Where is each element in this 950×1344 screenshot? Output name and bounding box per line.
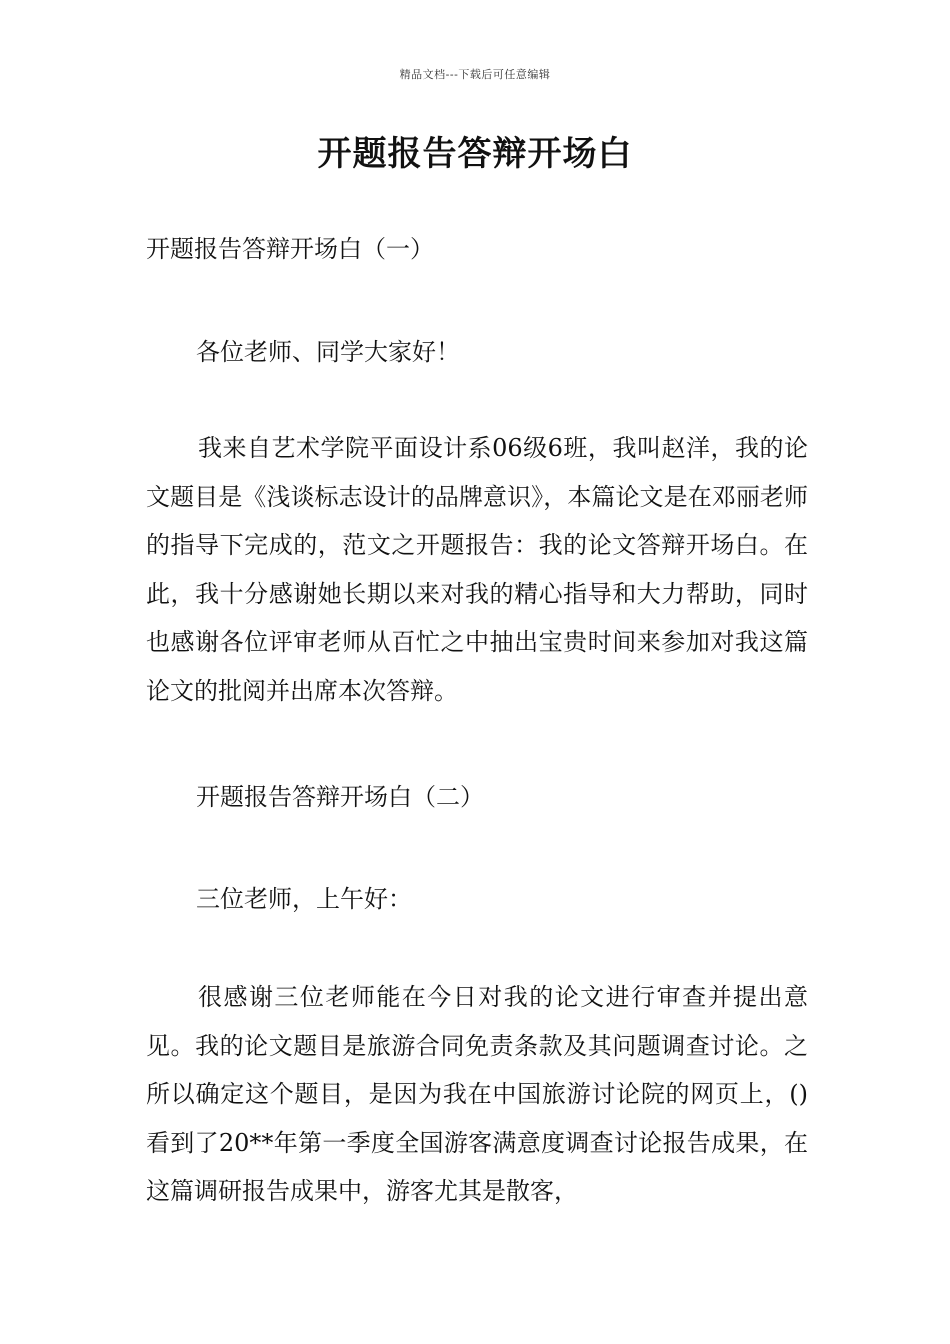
document-title: 开题报告答辩开场白 (317, 134, 633, 174)
section-heading-1: 开题报告答辩开场白（一） (146, 235, 434, 263)
body-paragraph-1: 我来自艺术学院平面设计系06级6班，我叫赵洋，我的论文题目是《浅谈标志设计的品牌意识》，本篇论文是在邓丽老师的指导下完成的，范文之开题报告：我的论文答辩开场白。在此，我十分感谢她长期以来对我的精心指导和大力帮助，同时也感谢各位评审老师从百忙之中抽出宝贵时间来参加对我这篇论文的批阅并出席本次答辩。 (146, 434, 808, 705)
greeting-2: 三位老师，上午好： (196, 885, 412, 913)
section-heading-2: 开题报告答辩开场白（二） (196, 783, 484, 811)
greeting-1: 各位老师、同学大家好！ (196, 338, 460, 366)
header-note: 精品文档---下载后可任意编辑 (399, 68, 551, 81)
body-paragraph-2: 很感谢三位老师能在今日对我的论文进行审查并提出意见。我的论文题目是旅游合同免责条款及其问题调查讨论。之所以确定这个题目，是因为我在中国旅游讨论院的网页上，()看到了20**年第一季度全国游客满意度调查讨论报告成果，在这篇调研报告成果中，游客尤其是散客， (146, 983, 808, 1205)
